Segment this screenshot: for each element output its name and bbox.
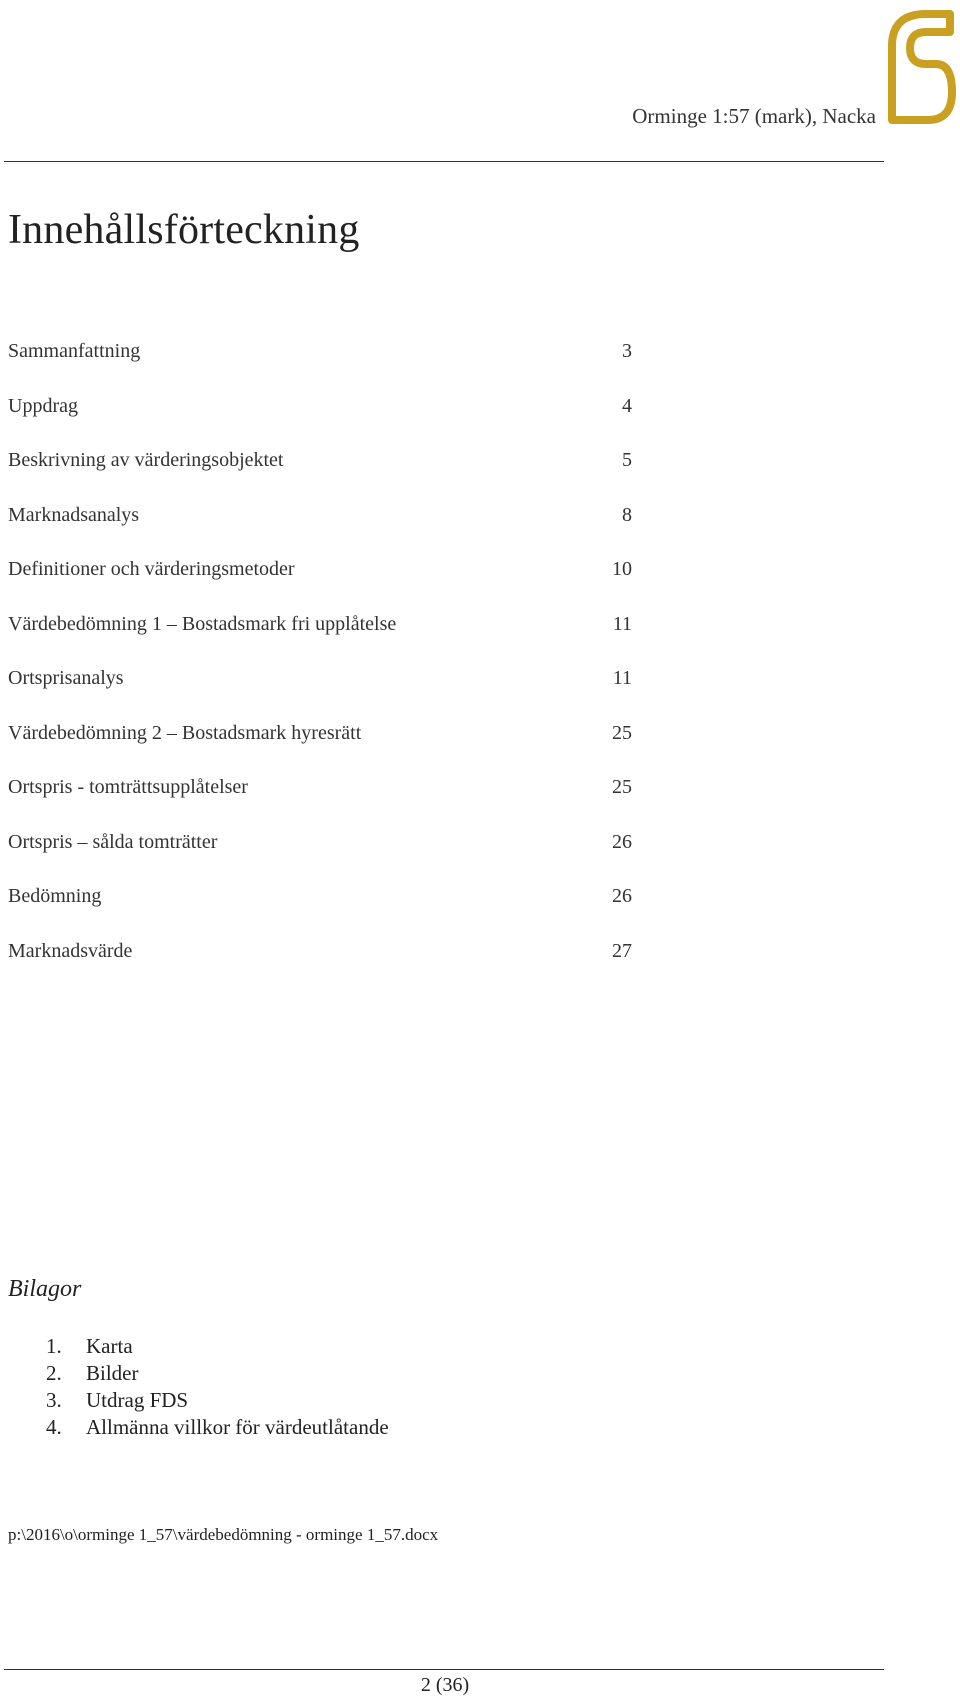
appendix-item bbox=[46, 1415, 389, 1442]
appendix-number: 2. bbox=[46, 1361, 62, 1385]
appendix-item bbox=[46, 1388, 389, 1415]
header-divider bbox=[4, 161, 884, 162]
appendix-label: Allmänna villkor för värdeutlåtande bbox=[86, 1415, 389, 1439]
letter-s-logo-icon bbox=[886, 6, 956, 126]
appendices-heading: Bilagor bbox=[8, 1276, 82, 1302]
toc-item-label: Ortspris - tomträttsupplåtelser bbox=[8, 776, 248, 798]
appendix-item bbox=[46, 1334, 389, 1361]
toc-item-page: 11 bbox=[612, 667, 632, 689]
toc-item[interactable] bbox=[8, 940, 632, 995]
appendix-item bbox=[46, 1361, 389, 1388]
toc-item-page: 8 bbox=[622, 503, 632, 526]
toc-item[interactable] bbox=[8, 667, 632, 722]
toc-item-label: Ortspris – sålda tomträtter bbox=[8, 830, 218, 853]
toc-item-page: 27 bbox=[612, 939, 632, 962]
toc-item-label: Bedömning bbox=[8, 885, 102, 907]
appendix-label: Utdrag FDS bbox=[86, 1388, 189, 1412]
table-of-contents bbox=[8, 340, 632, 994]
toc-item-page: 11 bbox=[612, 612, 632, 635]
toc-item[interactable] bbox=[8, 885, 632, 940]
appendices-list bbox=[46, 1334, 389, 1442]
appendix-label: Karta bbox=[86, 1334, 133, 1358]
toc-item-page: 25 bbox=[612, 776, 632, 798]
appendix-number: 4. bbox=[46, 1415, 62, 1439]
toc-item-label: Värdebedömning 1 – Bostadsmark fri upplåtelse bbox=[8, 612, 397, 635]
toc-item-label: Definitioner och värderingsmetoder bbox=[8, 558, 295, 580]
toc-item-page: 10 bbox=[612, 558, 632, 580]
toc-item[interactable] bbox=[8, 613, 632, 668]
toc-item-page: 26 bbox=[612, 830, 632, 853]
toc-item-page: 25 bbox=[612, 721, 632, 744]
page-number: 2 (36) bbox=[420, 1674, 470, 1696]
appendix-number: 1. bbox=[46, 1334, 62, 1358]
toc-item[interactable] bbox=[8, 449, 632, 504]
file-path: p:\2016\o\orminge 1_57\värdebedömning - orminge 1_57.docx bbox=[8, 1525, 439, 1544]
page-title: Innehållsförteckning bbox=[8, 207, 360, 253]
toc-item[interactable] bbox=[8, 395, 632, 450]
toc-item-page: 26 bbox=[612, 885, 632, 907]
toc-item[interactable] bbox=[8, 831, 632, 886]
footer-divider bbox=[4, 1669, 884, 1670]
toc-item-label: Uppdrag bbox=[8, 394, 78, 417]
toc-item[interactable] bbox=[8, 776, 632, 831]
toc-item[interactable] bbox=[8, 504, 632, 559]
toc-item-label: Marknadsvärde bbox=[8, 939, 133, 962]
toc-item[interactable] bbox=[8, 558, 632, 613]
toc-item-label: Ortsprisanalys bbox=[8, 667, 124, 689]
toc-item-label: Marknadsanalys bbox=[8, 503, 140, 526]
toc-item-page: 3 bbox=[622, 340, 632, 362]
toc-item-page: 5 bbox=[622, 449, 632, 471]
header-title: Orminge 1:57 (mark), Nacka bbox=[632, 104, 876, 128]
toc-item[interactable] bbox=[8, 340, 632, 395]
toc-item-label: Värdebedömning 2 – Bostadsmark hyresrätt bbox=[8, 721, 362, 744]
toc-item-label: Beskrivning av värderingsobjektet bbox=[8, 449, 284, 471]
toc-item-page: 4 bbox=[622, 394, 632, 417]
toc-item[interactable] bbox=[8, 722, 632, 777]
appendix-number: 3. bbox=[46, 1388, 62, 1412]
appendix-label: Bilder bbox=[86, 1361, 139, 1385]
toc-item-label: Sammanfattning bbox=[8, 340, 141, 362]
